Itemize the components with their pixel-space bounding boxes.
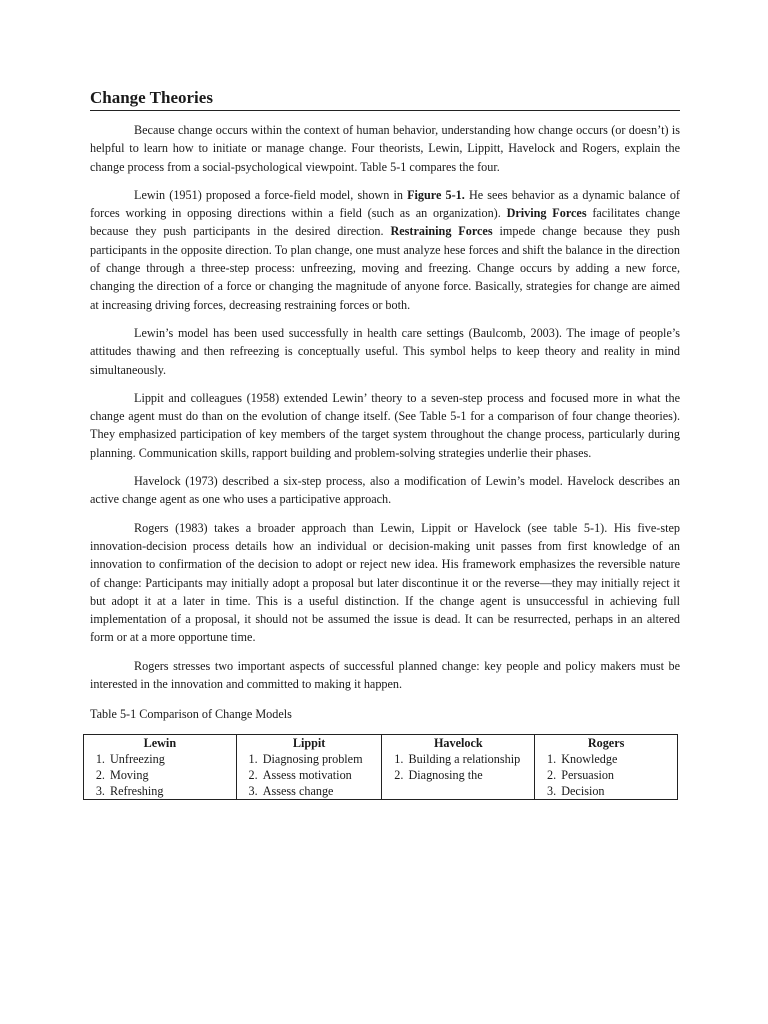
restraining-forces-term: Restraining Forces — [390, 224, 493, 239]
table-header-row — [84, 735, 678, 752]
paragraph-intro: Because change occurs within the context of human behavior, understanding how change occurs (or doesn’t) is helpful to learn how to initiate or manage change. Four theorists, Lewin, Lippitt, Havelock and Rogers, explain the change process from a social-psychological viewpoint. Table 5-1 compares the four. — [90, 123, 680, 174]
rogers-steps-cell — [535, 751, 678, 800]
list-item: 1. Unfreezing — [108, 751, 232, 767]
paragraph-lewin-text-1: Lewin (1951) proposed a force-field model, shown in — [134, 187, 408, 202]
header-lewin: Lewin — [84, 735, 237, 752]
page-title: Change Theories — [90, 88, 680, 111]
list-item: 2. Moving — [108, 767, 232, 783]
list-item: 1. Building a relationship — [406, 751, 530, 767]
list-item: 2. Assess motivation — [261, 767, 378, 783]
table-caption: Table 5-1 Comparison of Change Models — [90, 707, 292, 722]
paragraph-rogers: Rogers (1983) takes a broader approach than Lewin, Lippit or Havelock (see table 5-1). His five-step innovation-decision process details how an individual or decision-making unit passes from first knowledge of an innovation to confirmation of the decision to adopt or reject new idea. His framework emphasizes the reversible nature of change: Participants may initially adopt a proposal but later discontinue it or the reverse—they may initially reject it but adopt it at a later in time. This is a useful distinction. If the change agent is unsuccessful in achieving full implementation of a proposal, it should not be assumed the issue is dead. It can be resurrected, perhaps in an altered form or at a more opportune time. — [90, 520, 680, 645]
list-item: 3. Refreshing — [108, 783, 232, 799]
header-lippit: Lippit — [236, 735, 382, 752]
list-item: 3. Assess change — [261, 783, 378, 799]
paragraph-havelock: Havelock (1973) described a six-step process, also a modification of Lewin’s model. Havelock describes an active change agent as one who uses a participative approach. — [90, 474, 680, 507]
paragraph-lewin — [90, 186, 680, 314]
table-row — [84, 751, 678, 800]
paragraph-lewin-text-3: facilitates change because they push participants in the desired direction. — [90, 206, 680, 239]
header-havelock: Havelock — [382, 735, 535, 752]
paragraph-lewin-text-4: impede change because they push participants in the opposite direction. To plan change, one must analyze hese forces and shift the balance in the direction of change through a three-step process: unfreezing, moving and freezing. Change occurs by adding a new force, changing the direction of a force or changing the magnitude of anyone force. Basically, strategies for change are aimed at increasing driving forces, decreasing restraining forces or both. — [90, 224, 680, 312]
change-models-table — [83, 734, 678, 800]
havelock-steps-cell — [382, 751, 535, 800]
header-rogers: Rogers — [535, 735, 678, 752]
list-item: 3. Decision — [559, 783, 673, 799]
figure-reference: Figure 5-1. — [407, 187, 465, 202]
list-item: 2. Persuasion — [559, 767, 673, 783]
document-page — [90, 88, 680, 800]
paragraph-lewin-model-use: Lewin’s model has been used successfully in health care settings (Baulcomb, 2003). The image of people’s attitudes thawing and then refreezing is conceptually useful. This symbol helps to keep theory and reality in mind simultaneously. — [90, 325, 680, 377]
driving-forces-term: Driving Forces — [506, 206, 587, 221]
list-item: 2. Diagnosing the — [406, 767, 530, 783]
lewin-steps-cell — [84, 751, 237, 800]
list-item: 1. Diagnosing problem — [261, 751, 378, 767]
paragraph-lippit: Lippit and colleagues (1958) extended Lewin’ theory to a seven-step process and focused more in what the change agent must do than on the evolution of change itself. (See Table 5-1 for a comparison of four change theories). They emphasized participation of key members of the target system throughout the change process, particularly during planning. Communication skills, rapport building and problem-solving strategies underlie their phases. — [90, 390, 680, 460]
lippit-steps-cell — [236, 751, 382, 800]
list-item: 1. Knowledge — [559, 751, 673, 767]
paragraph-rogers-aspects: Rogers stresses two important aspects of successful planned change: key people and policy makers must be interested in the innovation and committed to making it happen. — [90, 658, 680, 692]
paragraph-lewin-text-2: He sees behavior as a dynamic balance of forces working in opposing directions within a field (such as an organization). — [90, 187, 680, 221]
